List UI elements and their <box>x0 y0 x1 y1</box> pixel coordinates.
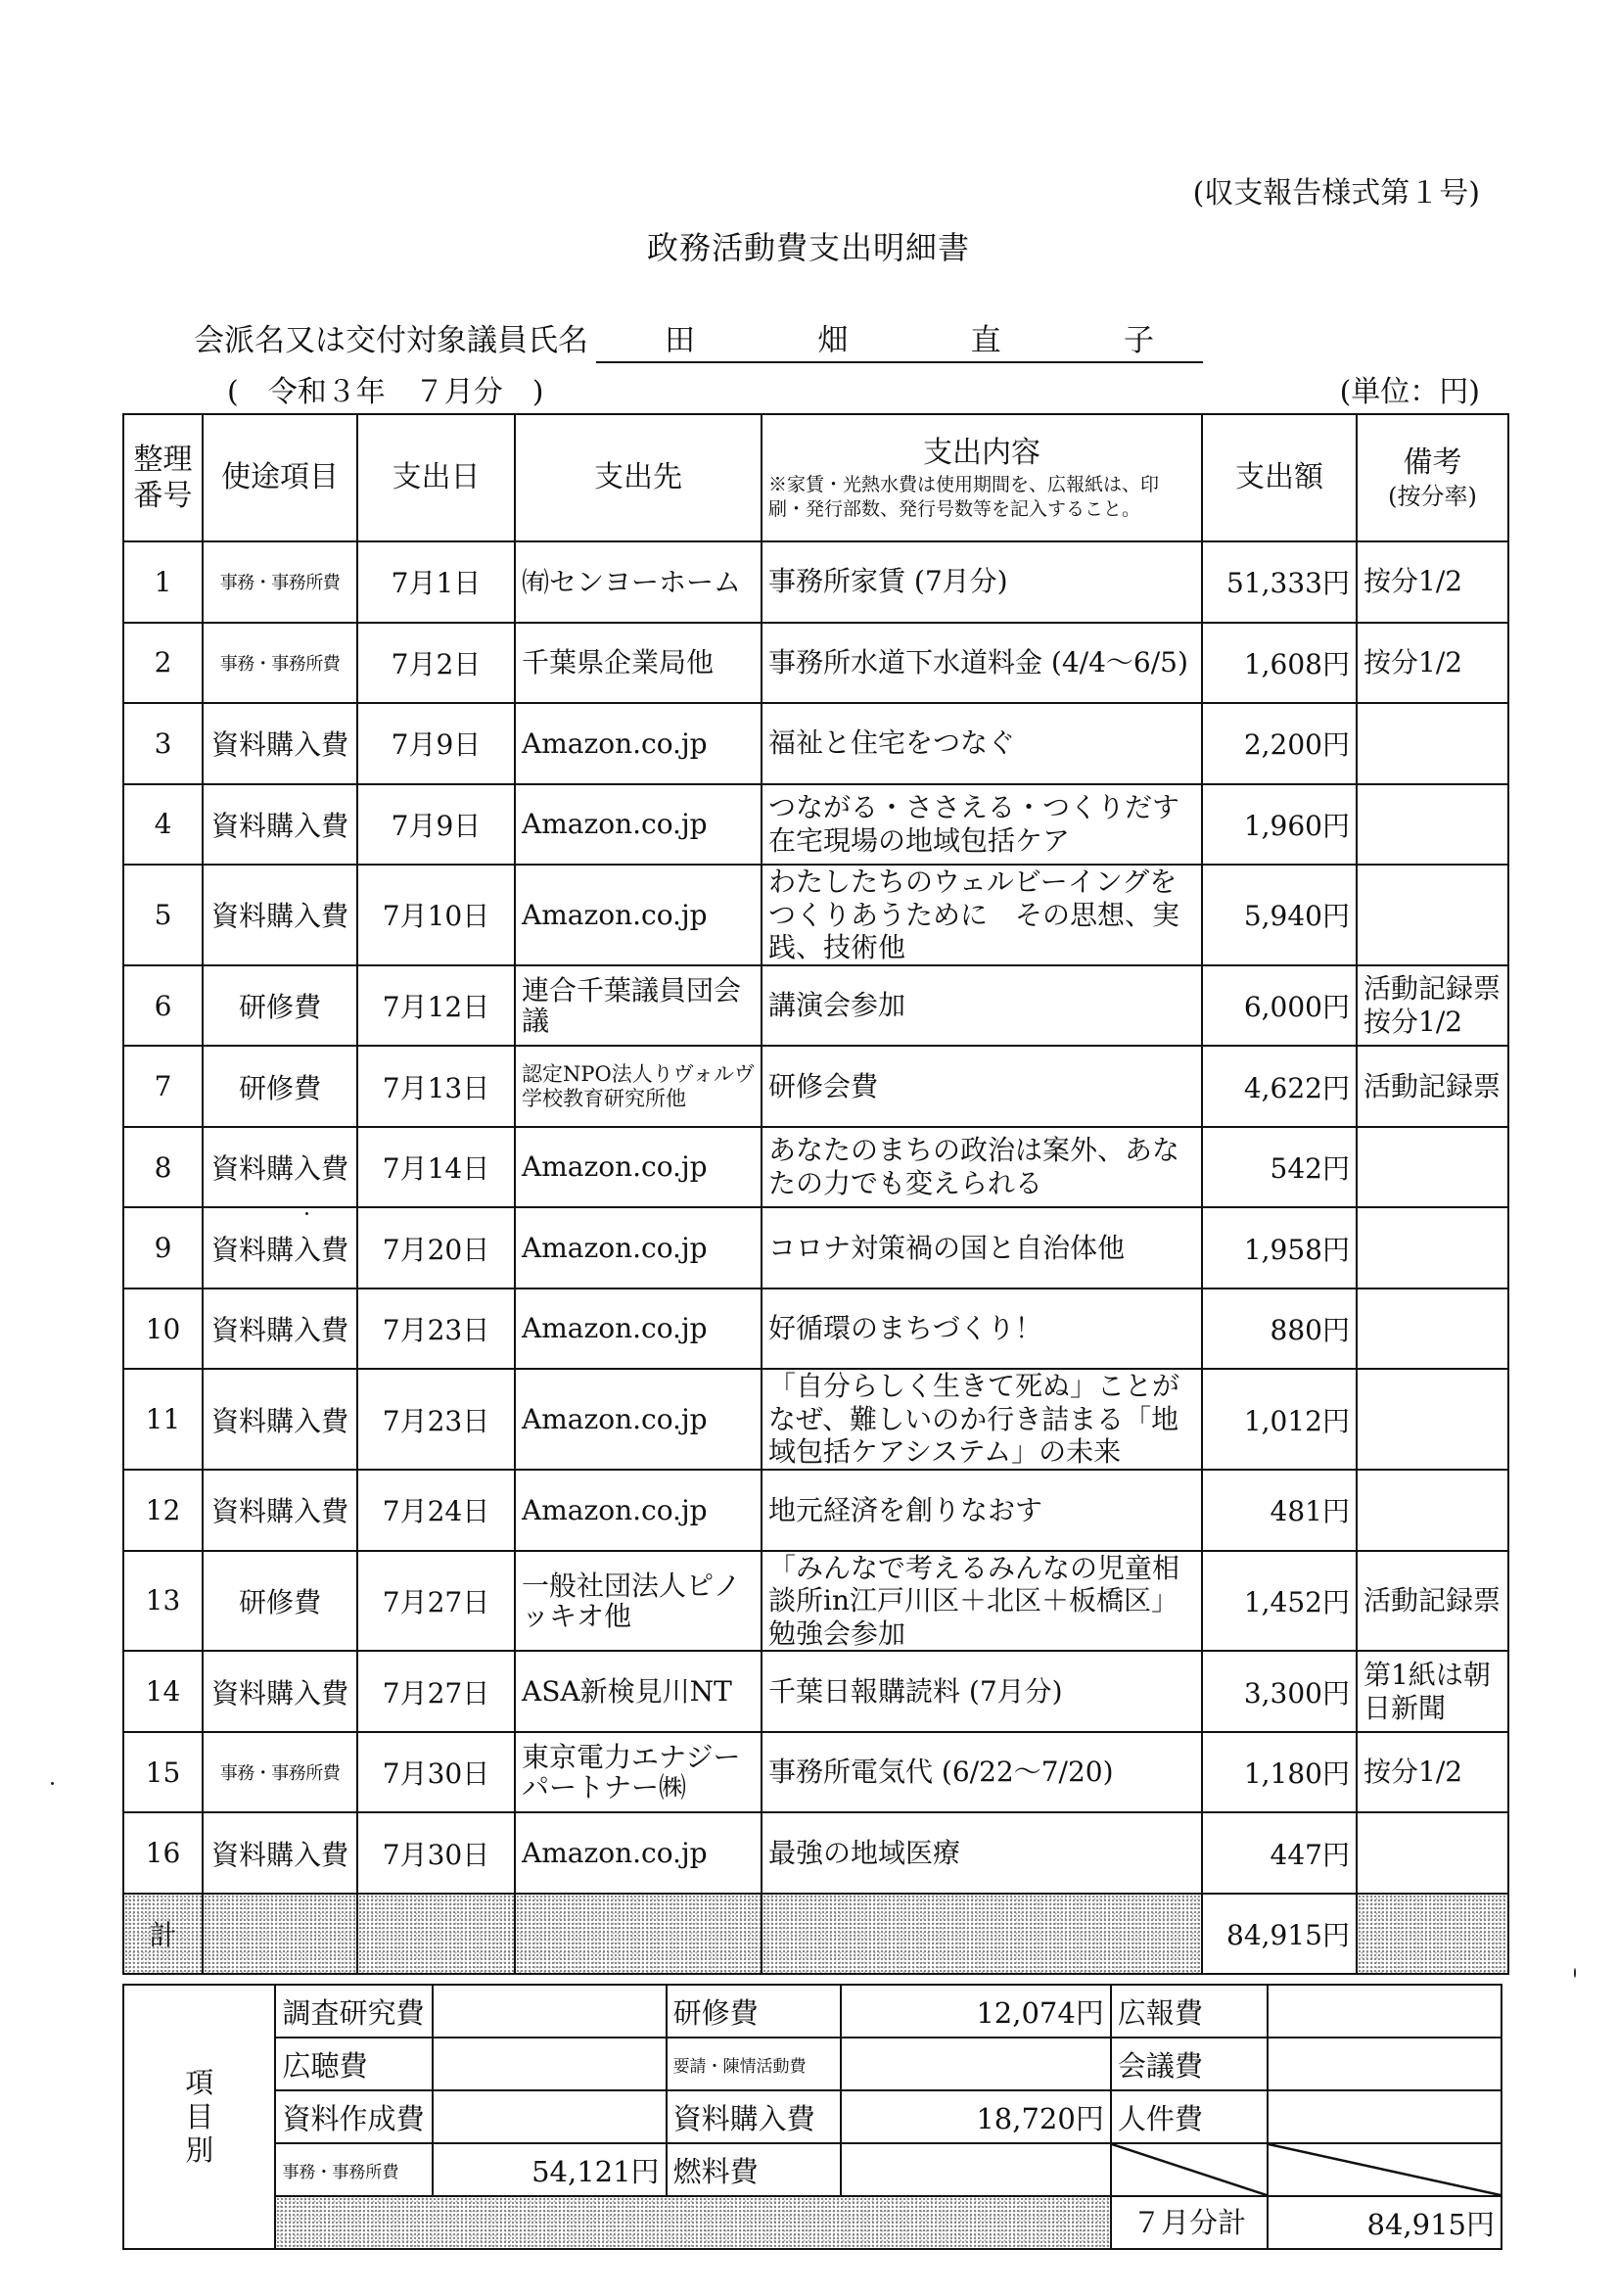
row-date: 7月10日 <box>357 865 515 965</box>
row-amount: 2,200円 <box>1202 703 1357 784</box>
row-date: 7月1日 <box>357 541 515 623</box>
row-item: 資料購入費 <box>203 784 357 866</box>
row-content: あなたのまちの政治は案外、あなたの力でも変えられる <box>762 1127 1202 1208</box>
category-name: 人件費 <box>1111 2090 1268 2143</box>
row-remarks <box>1357 865 1508 965</box>
row-item: 資料購入費 <box>203 1369 357 1470</box>
category-value <box>1268 2090 1502 2143</box>
table-row <box>123 1369 1508 1470</box>
row-payee: Amazon.co.jp <box>515 1812 762 1894</box>
row-date: 7月30日 <box>357 1812 515 1894</box>
category-name: 資料購入費 <box>667 2090 842 2143</box>
row-date: 7月23日 <box>357 1289 515 1370</box>
row-number: 1 <box>123 541 203 623</box>
row-number: 15 <box>123 1732 203 1813</box>
row-content: つながる・ささえる・つくりだす 在宅現場の地域包括ケア <box>762 784 1202 866</box>
row-date: 7月27日 <box>357 1551 515 1652</box>
table-row <box>123 1651 1508 1732</box>
row-payee: Amazon.co.jp <box>515 1127 762 1208</box>
table-row <box>123 784 1508 866</box>
row-content: 千葉日報購読料 (7月分) <box>762 1651 1202 1732</box>
col-header-no: 整理番号 <box>123 414 203 541</box>
row-remarks: 按分1/2 <box>1357 541 1508 623</box>
row-amount: 447円 <box>1202 1812 1357 1894</box>
row-amount: 1,960円 <box>1202 784 1357 866</box>
category-summary-table <box>122 1984 1502 2250</box>
name-label: 会派名又は交付対象議員氏名 <box>194 323 588 358</box>
row-number: 14 <box>123 1651 203 1732</box>
row-payee: Amazon.co.jp <box>515 1369 762 1470</box>
col-header-amount: 支出額 <box>1202 414 1357 541</box>
row-remarks <box>1357 1127 1508 1208</box>
remarks-header-label: 備考 <box>1403 445 1462 481</box>
row-date: 7月9日 <box>357 784 515 866</box>
row-item: 資料購入費 <box>203 865 357 965</box>
name-char: 畑 <box>817 323 849 358</box>
category-name: 事務・事務所費 <box>275 2143 432 2196</box>
row-item: 資料購入費 <box>203 1207 357 1289</box>
table-row <box>123 1732 1508 1813</box>
row-amount: 1,012円 <box>1202 1369 1357 1470</box>
content-header-note: ※家賃・光熱水費は使用期間を、広報紙は、印刷・発行部数、発行号数等を記入すること。 <box>768 474 1160 520</box>
table-row <box>123 965 1508 1047</box>
row-payee: 千葉県企業局他 <box>515 623 762 704</box>
row-item: 事務・事務所費 <box>203 623 357 704</box>
col-header-item: 使途項目 <box>203 414 357 541</box>
month-total-label: ７月分計 <box>1111 2196 1268 2249</box>
row-date: 7月9日 <box>357 703 515 784</box>
row-payee: 認定NPO法人りヴォルヴ学校教育研究所他 <box>515 1046 762 1127</box>
category-value <box>433 2090 667 2143</box>
table-row <box>123 865 1508 965</box>
row-remarks <box>1357 1812 1508 1894</box>
row-amount: 3,300円 <box>1202 1651 1357 1732</box>
row-number: 9 <box>123 1207 203 1289</box>
row-payee: 一般社団法人ピノッキオ他 <box>515 1551 762 1652</box>
row-item: 資料購入費 <box>203 1651 357 1732</box>
row-item: 研修費 <box>203 1551 357 1652</box>
row-number: 5 <box>123 865 203 965</box>
row-item: 資料購入費 <box>203 1470 357 1551</box>
row-number: 3 <box>123 703 203 784</box>
category-name: 広報費 <box>1111 1985 1268 2038</box>
table-row <box>123 1289 1508 1370</box>
table-row <box>123 1812 1508 1894</box>
table-row <box>123 1127 1508 1208</box>
crossed-out-cell <box>1111 2143 1268 2196</box>
row-amount: 1,452円 <box>1202 1551 1357 1652</box>
row-number: 12 <box>123 1470 203 1551</box>
table-row <box>123 703 1508 784</box>
row-payee: Amazon.co.jp <box>515 703 762 784</box>
row-payee: Amazon.co.jp <box>515 1289 762 1370</box>
row-amount: 1,958円 <box>1202 1207 1357 1289</box>
row-remarks: 按分1/2 <box>1357 1732 1508 1813</box>
row-payee: Amazon.co.jp <box>515 865 762 965</box>
category-value <box>841 2038 1111 2090</box>
table-row <box>123 623 1508 704</box>
row-item: 資料購入費 <box>203 1812 357 1894</box>
currency-unit: (単位：円) <box>1339 375 1480 409</box>
category-value: 12,074円 <box>841 1985 1111 2038</box>
row-amount: 4,622円 <box>1202 1046 1357 1127</box>
row-item: 資料購入費 <box>203 1289 357 1370</box>
scan-speck <box>51 1782 54 1785</box>
row-content: 「みんなで考えるみんなの児童相談所in江戸川区＋北区＋板橋区」勉強会参加 <box>762 1551 1202 1652</box>
row-amount: 1,180円 <box>1202 1732 1357 1813</box>
row-content: 地元経済を創りなおす <box>762 1470 1202 1551</box>
total-empty-cell <box>203 1894 357 1975</box>
scan-speck <box>1574 1968 1576 1978</box>
category-total-shaded-cell <box>275 2196 1110 2249</box>
row-number: 10 <box>123 1289 203 1370</box>
row-number: 4 <box>123 784 203 866</box>
row-date: 7月14日 <box>357 1127 515 1208</box>
col-header-remarks <box>1357 414 1508 541</box>
total-row <box>123 1894 1508 1975</box>
row-number: 13 <box>123 1551 203 1652</box>
row-amount: 51,333円 <box>1202 541 1357 623</box>
row-content: 事務所水道下水道料金 (4/4～6/5) <box>762 623 1202 704</box>
total-empty-cell <box>1357 1894 1508 1975</box>
row-date: 7月13日 <box>357 1046 515 1127</box>
category-name: 燃料費 <box>667 2143 842 2196</box>
row-remarks: 活動記録票 <box>1357 1046 1508 1127</box>
crossed-out-cell <box>1268 2143 1502 2196</box>
row-date: 7月12日 <box>357 965 515 1047</box>
row-content: 好循環のまちづくり！ <box>762 1289 1202 1370</box>
row-number: 7 <box>123 1046 203 1127</box>
col-header-content <box>762 414 1202 541</box>
row-remarks: 活動記録票 <box>1357 1551 1508 1652</box>
member-name-row <box>194 315 1203 363</box>
category-value: 54,121円 <box>433 2143 667 2196</box>
row-date: 7月24日 <box>357 1470 515 1551</box>
row-payee: ASA新検見川NT <box>515 1651 762 1732</box>
form-number: (収支報告様式第１号) <box>1192 176 1480 211</box>
total-label: 計 <box>123 1894 203 1975</box>
category-value <box>433 1985 667 2038</box>
row-remarks <box>1357 784 1508 866</box>
total-empty-cell <box>515 1894 762 1975</box>
month-total-value: 84,915円 <box>1268 2196 1502 2249</box>
row-content: 「自分らしく生きて死ぬ」ことがなぜ、難しいのか行き詰まる「地域包括ケアシステム」の未来 <box>762 1369 1202 1470</box>
row-payee: ㈲センヨーホーム <box>515 541 762 623</box>
table-row <box>123 541 1508 623</box>
row-amount: 1,608円 <box>1202 623 1357 704</box>
category-row <box>123 1985 1502 2038</box>
category-value <box>1268 2038 1502 2090</box>
row-remarks: 第1紙は朝日新聞 <box>1357 1651 1508 1732</box>
row-content: 事務所家賃 (7月分) <box>762 541 1202 623</box>
category-row <box>123 2143 1502 2196</box>
row-date: 7月23日 <box>357 1369 515 1470</box>
row-date: 7月20日 <box>357 1207 515 1289</box>
row-remarks <box>1357 1207 1508 1289</box>
row-item: 研修費 <box>203 965 357 1047</box>
table-row <box>123 1470 1508 1551</box>
category-name: 調査研究費 <box>275 1985 432 2038</box>
row-amount: 6,000円 <box>1202 965 1357 1047</box>
row-item: 資料購入費 <box>203 1127 357 1208</box>
col-header-date: 支出日 <box>357 414 515 541</box>
category-name: 会議費 <box>1111 2038 1268 2090</box>
row-number: 11 <box>123 1369 203 1470</box>
row-date: 7月27日 <box>357 1651 515 1732</box>
table-header-row <box>123 414 1508 541</box>
row-remarks <box>1357 1369 1508 1470</box>
row-content: 最強の地域医療 <box>762 1812 1202 1894</box>
row-amount: 481円 <box>1202 1470 1357 1551</box>
category-total-row <box>123 2196 1502 2249</box>
category-label: 項目別 <box>123 1985 275 2249</box>
name-char: 子 <box>1123 323 1154 358</box>
total-amount: 84,915円 <box>1202 1894 1357 1975</box>
row-number: 8 <box>123 1127 203 1208</box>
col-header-payee: 支出先 <box>515 414 762 541</box>
remarks-header-sub: (按分率) <box>1388 482 1477 510</box>
category-value <box>1268 1985 1502 2038</box>
category-name: 要請・陳情活動費 <box>667 2038 842 2090</box>
report-period: ( 令和３年 ７月分 ) <box>227 375 544 409</box>
row-payee: 連合千葉議員団会議 <box>515 965 762 1047</box>
row-number: 16 <box>123 1812 203 1894</box>
row-content: わたしたちのウェルビーイングをつくりあうために その思想、実践、技術他 <box>762 865 1202 965</box>
row-amount: 880円 <box>1202 1289 1357 1370</box>
row-remarks: 按分1/2 <box>1357 623 1508 704</box>
row-content: コロナ対策禍の国と自治体他 <box>762 1207 1202 1289</box>
category-value <box>433 2038 667 2090</box>
row-remarks <box>1357 1470 1508 1551</box>
table-row <box>123 1551 1508 1652</box>
row-content: 講演会参加 <box>762 965 1202 1047</box>
row-number: 6 <box>123 965 203 1047</box>
category-row <box>123 2038 1502 2090</box>
row-content: 福祉と住宅をつなぐ <box>762 703 1202 784</box>
row-content: 事務所電気代 (6/22～7/20) <box>762 1732 1202 1813</box>
name-char: 田 <box>665 323 695 358</box>
table-row <box>123 1207 1508 1289</box>
table-row <box>123 1046 1508 1127</box>
row-amount: 5,940円 <box>1202 865 1357 965</box>
category-row <box>123 2090 1502 2143</box>
row-payee: Amazon.co.jp <box>515 784 762 866</box>
category-name: 広聴費 <box>275 2038 432 2090</box>
row-remarks <box>1357 703 1508 784</box>
page-title: 政務活動費支出明細書 <box>646 229 970 266</box>
category-value: 18,720円 <box>841 2090 1111 2143</box>
row-content: 研修会費 <box>762 1046 1202 1127</box>
row-date: 7月2日 <box>357 623 515 704</box>
member-name <box>596 315 1203 363</box>
total-empty-cell <box>357 1894 515 1975</box>
expenditure-table <box>122 413 1509 1975</box>
row-item: 研修費 <box>203 1046 357 1127</box>
category-name: 研修費 <box>667 1985 842 2038</box>
scan-speck <box>305 1212 308 1215</box>
row-number: 2 <box>123 623 203 704</box>
row-date: 7月30日 <box>357 1732 515 1813</box>
row-item: 資料購入費 <box>203 703 357 784</box>
name-char: 直 <box>970 323 1001 358</box>
total-empty-cell <box>762 1894 1202 1975</box>
row-payee: 東京電力エナジーパートナー㈱ <box>515 1732 762 1813</box>
category-name: 資料作成費 <box>275 2090 432 2143</box>
row-payee: Amazon.co.jp <box>515 1470 762 1551</box>
category-value <box>841 2143 1111 2196</box>
content-header-label: 支出内容 <box>923 435 1040 470</box>
row-remarks: 活動記録票按分1/2 <box>1357 965 1508 1047</box>
row-amount: 542円 <box>1202 1127 1357 1208</box>
row-remarks <box>1357 1289 1508 1370</box>
row-payee: Amazon.co.jp <box>515 1207 762 1289</box>
row-item: 事務・事務所費 <box>203 541 357 623</box>
row-item: 事務・事務所費 <box>203 1732 357 1813</box>
